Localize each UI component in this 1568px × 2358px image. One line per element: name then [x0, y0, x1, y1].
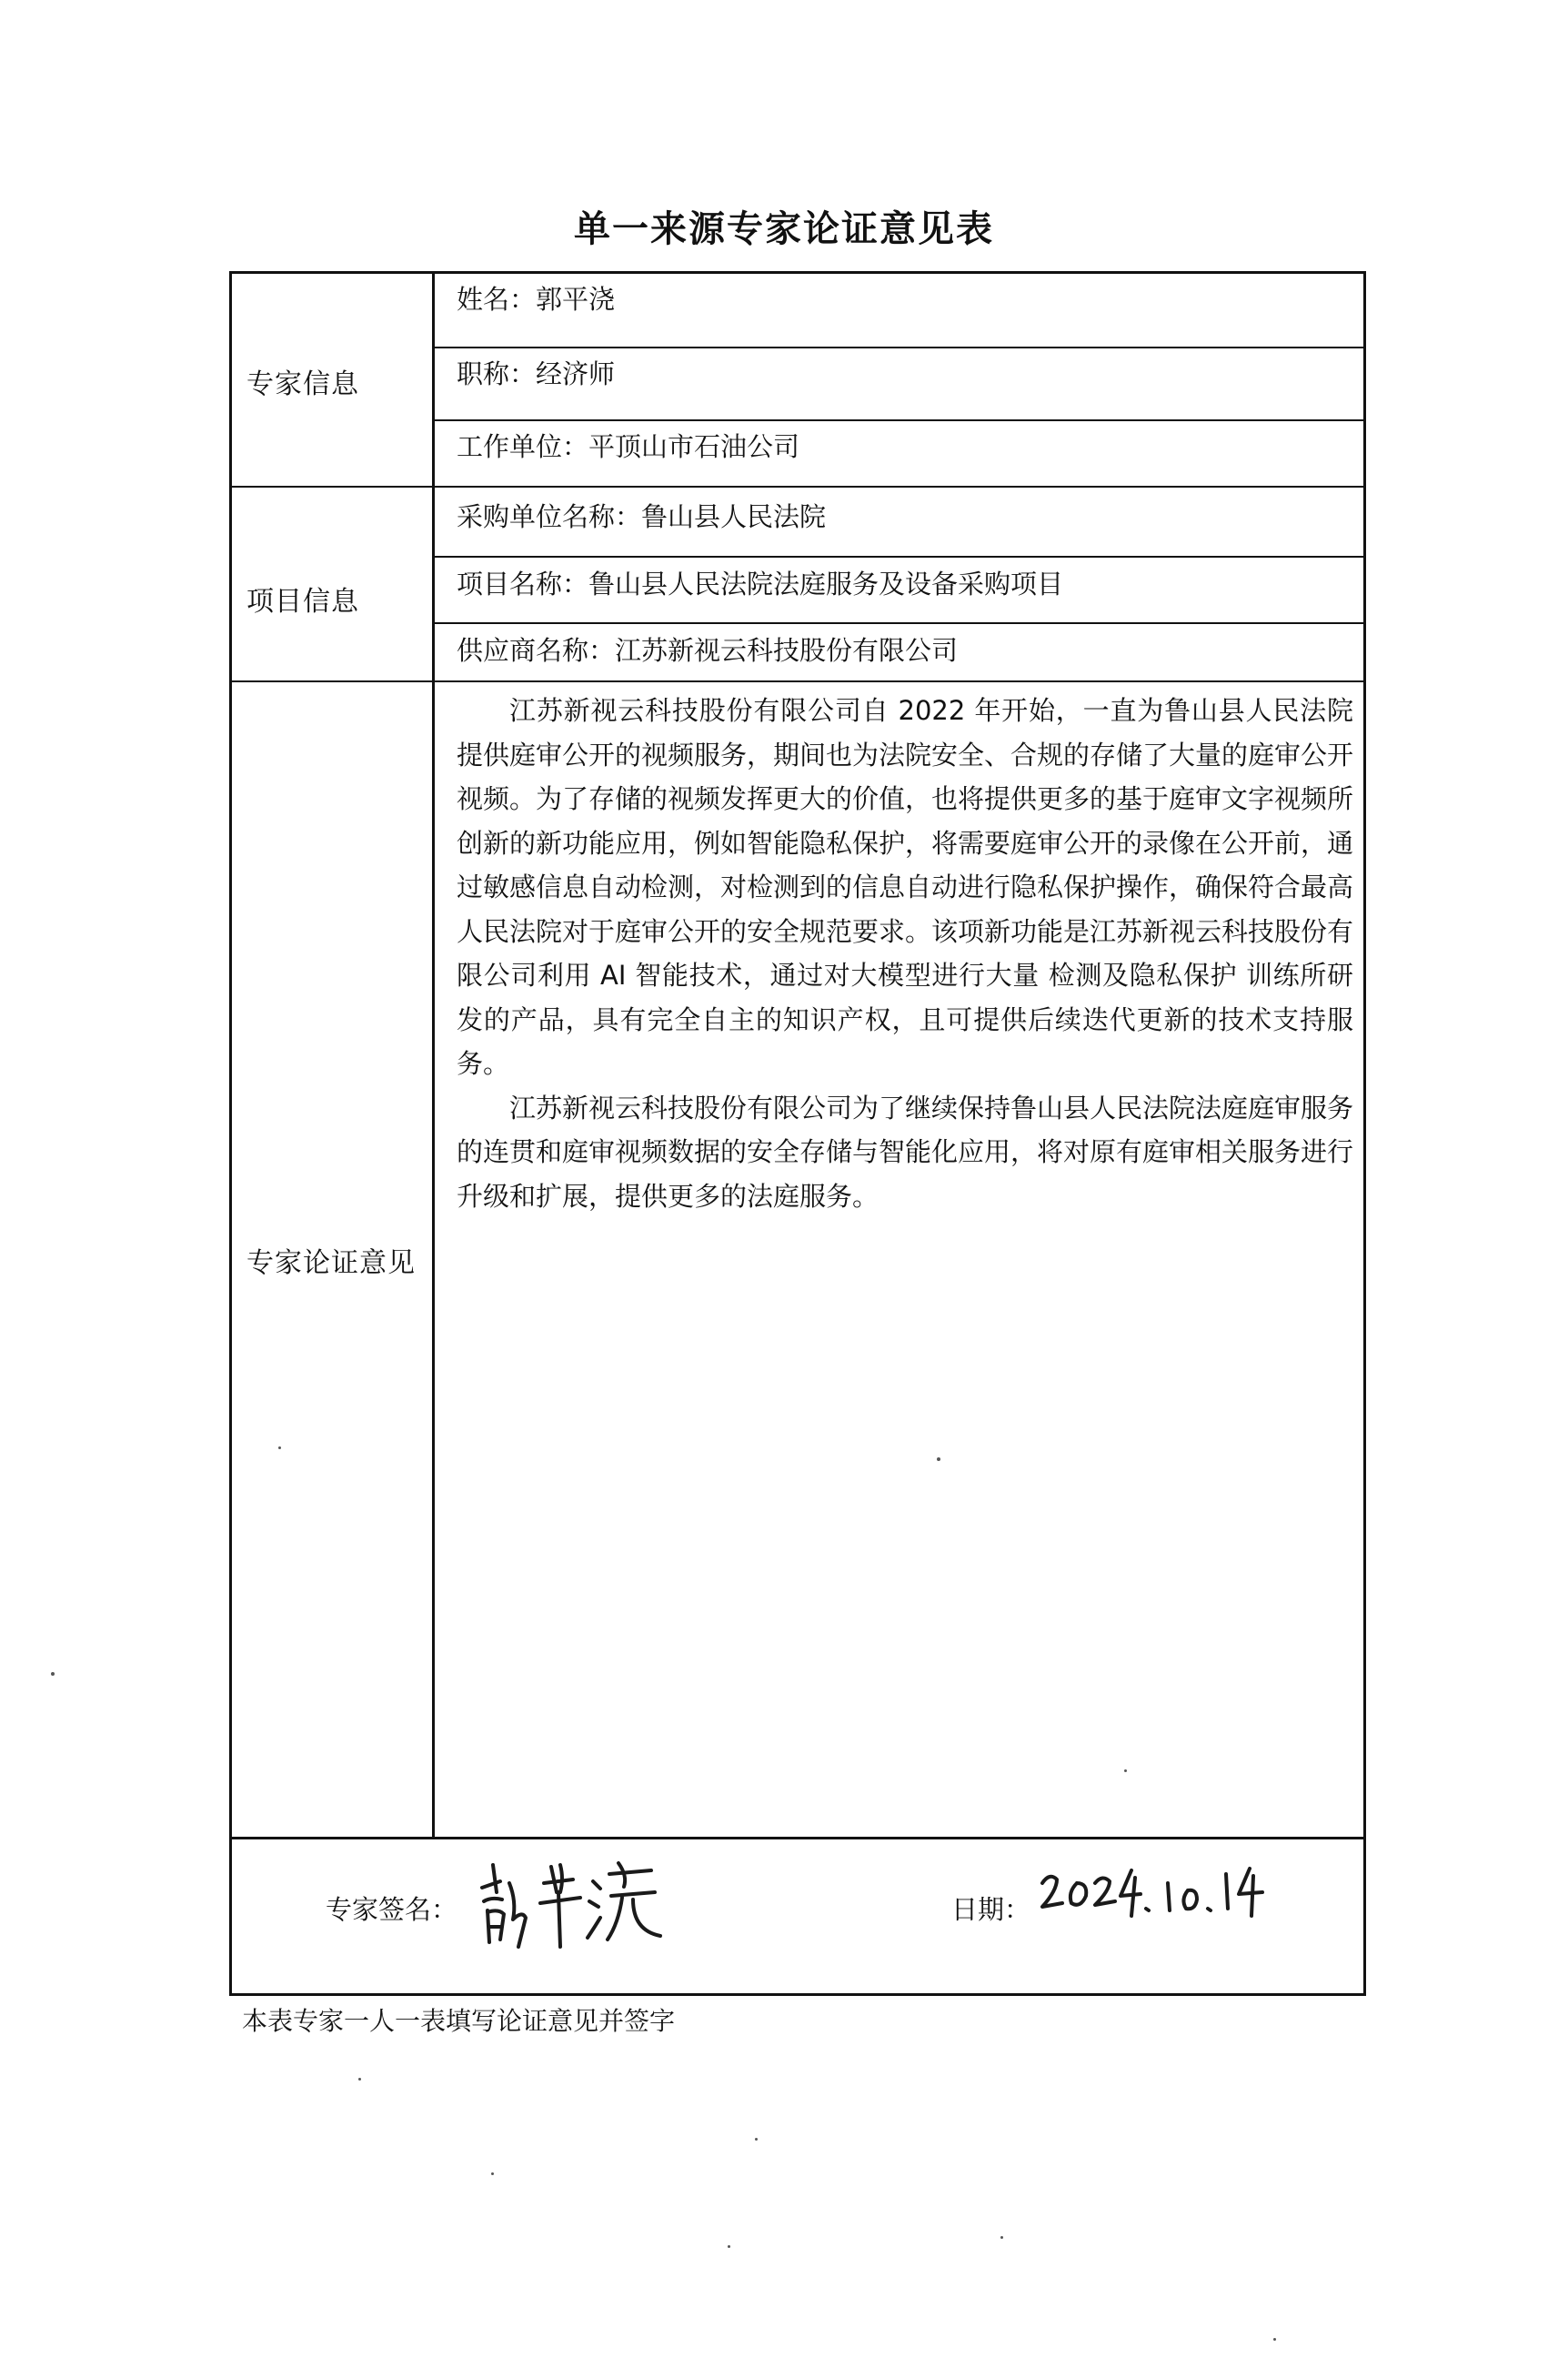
- expert-info-label: 专家信息: [246, 368, 359, 400]
- scan-speck: [1000, 2236, 1003, 2239]
- scan-speck: [1124, 1769, 1127, 1772]
- supplier-field: 供应商名称：江苏新视云科技股份有限公司: [457, 635, 959, 666]
- row-divider: [432, 622, 1366, 624]
- expert-name-field: 姓名：郭平浇: [457, 284, 616, 315]
- section-divider: [232, 486, 1366, 488]
- handwritten-signature: [473, 1856, 673, 1956]
- signature-label: 专家签名：: [326, 1894, 458, 1925]
- scan-speck: [51, 1672, 55, 1676]
- opinion-form-table: [229, 271, 1366, 1996]
- scan-speck: [755, 2138, 758, 2141]
- expert-title-field: 职称：经济师: [457, 358, 616, 389]
- row-divider: [432, 419, 1366, 421]
- footer-note: 本表专家一人一表填写论证意见并签字: [242, 2006, 676, 2036]
- scan-speck: [937, 1457, 940, 1461]
- purchaser-field: 采购单位名称：鲁山县人民法院: [457, 501, 827, 532]
- section-divider: [232, 680, 1366, 682]
- opinion-body: [447, 689, 1366, 1218]
- scan-speck: [278, 1446, 281, 1449]
- scan-speck: [358, 2078, 361, 2081]
- section-divider: [232, 1837, 1366, 1839]
- row-divider: [432, 347, 1366, 348]
- project-name-field: 项目名称：鲁山县人民法院法庭服务及设备采购项目: [457, 569, 1064, 600]
- opinion-label: 专家论证意见: [246, 1247, 416, 1279]
- page-title: 单一来源专家论证意见表: [574, 208, 994, 250]
- scan-speck: [728, 2245, 730, 2248]
- expert-employer-field: 工作单位：平顶山市石油公司: [457, 431, 800, 462]
- opinion-paragraph: 江苏新视云科技股份有限公司自 2022 年开始，一直为鲁山县人民法院提供庭审公开的视频服务，期间也为法院安全、合规的存储了大量的庭审公开视频。为了存储的视频发挥更大的价值，也将提供更多的基于庭审文字视频所创新的新功能应用，例如智能隐私保护，将需要庭审公开的录像在公开前，通过敏感信息自动检测，对检测到的信息自动进行隐私保护操作，确保符合最高人民法院对于庭审公开的安全规范要求。该项新功能是江苏新视云科技股份有限公司利用 AI 智能技术，通过对大模型进行大量 检测及隐私保护 训练所研发的产品，具有完全自主的知识产权，且可提供后续迭代更新的技术支持服务。: [457, 695, 1354, 1079]
- column-divider: [432, 274, 435, 1837]
- opinion-paragraph: 江苏新视云科技股份有限公司为了继续保持鲁山县人民法院法庭庭审服务的连贯和庭审视频数据的安全存储与智能化应用，将对原有庭审相关服务进行升级和扩展，提供更多的法庭服务。: [457, 1092, 1354, 1212]
- row-divider: [432, 556, 1366, 558]
- scan-speck: [491, 2172, 494, 2175]
- date-label: 日期：: [951, 1894, 1031, 1925]
- handwritten-date: [1037, 1856, 1273, 1929]
- scan-speck: [1273, 2338, 1276, 2341]
- project-info-label: 项目信息: [246, 586, 359, 618]
